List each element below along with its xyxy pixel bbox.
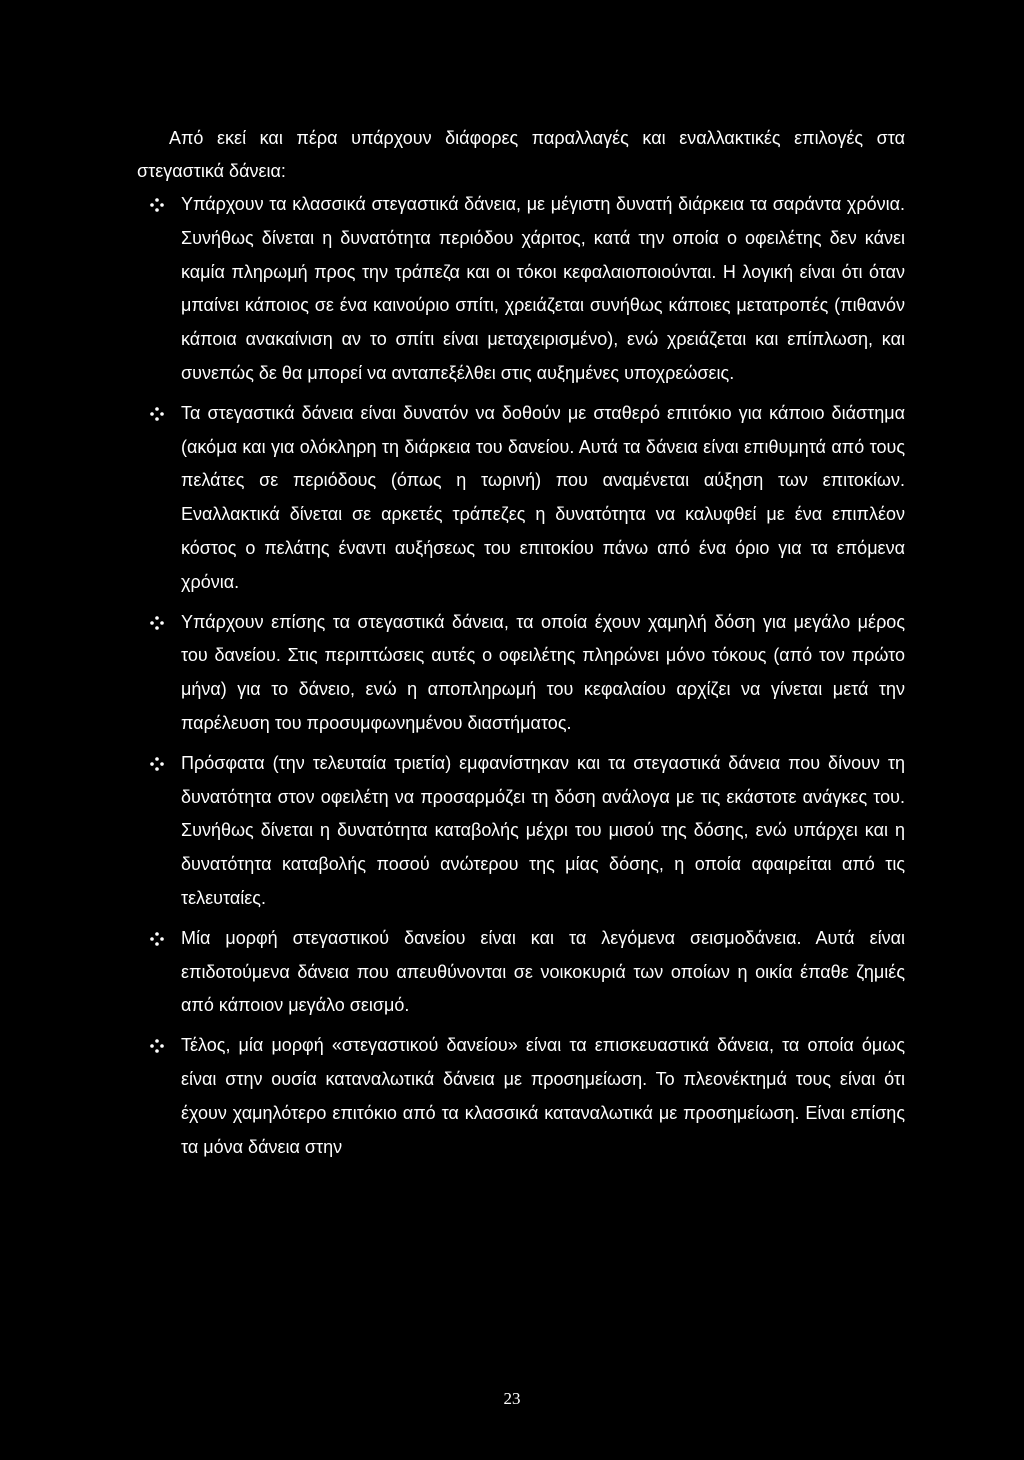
list-item-text: Πρόσφατα (την τελευταία τριετία) εμφανίστηκαν και τα στεγαστικά δάνεια που δίνουν τη δυνατότητα στον οφειλέτη να προσαρμόζει τη δόση ανάλογα με τις εκάστοτε ανάγκες του. Συνήθως δίνεται η δυνατότητα καταβολής μέχρι του μισού της δόσης, ενώ υπάρχει και η δυνατότητα καταβολής ποσού ανώτερου της μίας δόσης, η οποία αφαιρείται από τις τελευταίες. <box>181 752 905 908</box>
list-item <box>150 1029 905 1164</box>
intro-paragraph: Από εκεί και πέρα υπάρχουν διάφορες παραλλαγές και εναλλακτικές επιλογές στα στεγαστικά δάνεια: <box>137 128 905 181</box>
list-item <box>150 188 905 391</box>
page-number: 23 <box>503 1389 521 1408</box>
diamond-dots-icon <box>150 407 164 421</box>
list-item <box>150 397 905 600</box>
bullet-list <box>150 188 905 1170</box>
list-item-text: Υπάρχουν τα κλασσικά στεγαστικά δάνεια, με μέγιστη δυνατή διάρκεια τα σαράντα χρόνια. Συνήθως δίνεται η δυνατότητα περιόδου χάριτος, κατά την οποία ο οφειλέτης δεν κάνει καμία πληρωμή προς την τράπεζα και οι τόκοι κεφαλαιοποιούνται. Η λογική είναι ότι όταν μπαίνει κάποιος σε ένα καινούριο σπίτι, χρειάζεται συνήθως κάποιες μετατροπές (πιθανόν κάποια ανακαίνιση αν το σπίτι είναι μεταχειρισμένο), ενώ χρειάζεται και επίπλωση, και συνεπώς δε θα μπορεί να ανταπεξέλθει στις αυξημένες υποχρεώσεις. <box>181 194 905 383</box>
list-item-text: Τέλος, μία μορφή «στεγαστικού δανείου» είναι τα επισκευαστικά δάνεια, τα οποία όμως είναι στην ουσία καταναλωτικά δάνεια με προσημείωση. Το πλεονέκτημά τους είναι ότι έχουν χαμηλότερο επιτόκιο από τα κλασσικά καταναλωτικά με προσημείωση. Είναι επίσης τα μόνα δάνεια στην <box>181 1035 905 1157</box>
diamond-dots-icon <box>150 1039 164 1053</box>
diamond-dots-icon <box>150 757 164 771</box>
diamond-dots-icon <box>150 616 164 630</box>
list-item-text: Τα στεγαστικά δάνεια είναι δυνατόν να δοθούν με σταθερό επιτόκιο για κάποιο διάστημα (ακόμα και για ολόκληρη τη διάρκεια του δανείου. Αυτά τα δάνεια είναι επιθυμητά από τους πελάτες σε περιόδους (όπως η τωρινή) που αναμένεται αύξηση των επιτοκίων. Εναλλακτικά δίνεται σε αρκετές τράπεζες η δυνατότητα να καλυφθεί με ένα επιπλέον κόστος ο πελάτης έναντι αυξήσεως του επιτοκίου πάνω από ένα όριο για τα επόμενα χρόνια. <box>181 402 905 592</box>
list-item-text: Μία μορφή στεγαστικού δανείου είναι και τα λεγόμενα σεισμοδάνεια. Αυτά είναι επιδοτούμενα δάνεια που απευθύνονται σε νοικοκυριά των οποίων η οικία έπαθε ζημιές από κάποιον μεγάλο σεισμό. <box>181 927 905 1016</box>
diamond-dots-icon <box>150 932 164 946</box>
list-item-text: Υπάρχουν επίσης τα στεγαστικά δάνεια, τα οποία έχουν χαμηλή δόση για μεγάλο μέρος του δανείου. Στις περιπτώσεις αυτές ο οφειλέτης πληρώνει μόνο τόκους (από τον πρώτο μήνα) για το δάνειο, ενώ η αποπληρωμή του κεφαλαίου αρχίζει να γίνεται μετά την παρέλευση του προσυμφωνημένου διαστήματος. <box>181 611 905 733</box>
list-item <box>150 606 905 741</box>
list-item <box>150 747 905 916</box>
diamond-dots-icon <box>150 198 164 212</box>
list-item <box>150 922 905 1023</box>
